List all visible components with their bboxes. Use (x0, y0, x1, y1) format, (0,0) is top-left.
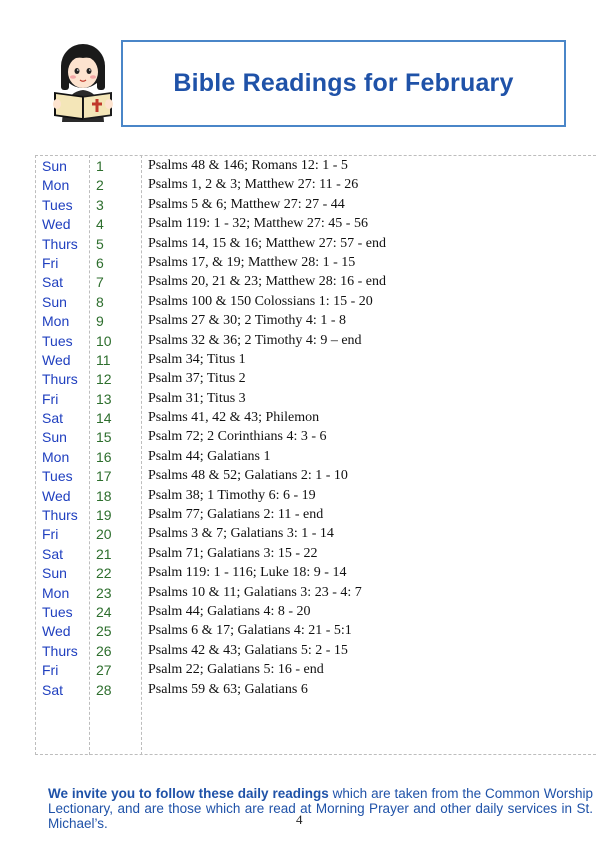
table-row (0, 389, 600, 408)
table-row (0, 408, 600, 427)
table-row (0, 544, 600, 563)
day-cell: Wed (42, 623, 71, 640)
date-cell: 16 (96, 448, 112, 465)
date-cell: 10 (96, 332, 112, 349)
reading-cell: Psalm 119: 1 - 32; Matthew 27: 45 - 56 (148, 216, 368, 232)
table-row (0, 311, 600, 330)
table-row (0, 427, 600, 446)
reading-cell: Psalms 41, 42 & 43; Philemon (148, 410, 320, 426)
day-cell: Sun (42, 565, 67, 582)
date-cell: 28 (96, 681, 112, 698)
day-cell: Sun (42, 158, 67, 174)
table-row (0, 505, 600, 524)
table-row (0, 524, 600, 543)
date-cell: 4 (96, 216, 104, 233)
date-cell: 24 (96, 603, 112, 620)
reading-cell: Psalms 42 & 43; Galatians 5: 2 - 15 (148, 642, 348, 658)
day-cell: Sat (42, 681, 64, 698)
date-cell: 5 (96, 235, 104, 252)
reading-cell: Psalm 44; Galatians 4: 8 - 20 (148, 603, 311, 619)
day-cell: Thurs (42, 507, 78, 524)
reading-cell: Psalms 10 & 11; Galatians 3: 23 - 4: 7 (148, 584, 362, 600)
table-row (0, 621, 600, 640)
reading-cell: Psalm 72; 2 Corinthians 4: 3 - 6 (148, 429, 327, 445)
table-row (0, 175, 600, 194)
reading-cell: Psalm 119: 1 - 116; Luke 18: 9 - 14 (148, 565, 347, 581)
date-cell: 20 (96, 526, 112, 543)
table-row (0, 272, 600, 291)
day-cell: Thurs (42, 642, 78, 659)
date-cell: 19 (96, 507, 112, 524)
footer-lead: We invite you to follow these daily readings (48, 785, 329, 801)
table-row (0, 350, 600, 369)
reading-cell: Psalm 37; Titus 2 (148, 371, 246, 387)
table-row (0, 253, 600, 272)
table-row (0, 660, 600, 679)
reading-cell: Psalms 27 & 30; 2 Timothy 4: 1 - 8 (148, 313, 346, 329)
table-row (0, 563, 600, 582)
date-cell: 9 (96, 313, 104, 330)
reading-cell: Psalms 48 & 146; Romans 12: 1 - 5 (148, 158, 348, 173)
day-cell: Sun (42, 293, 67, 310)
table-row (0, 583, 600, 602)
day-cell: Sat (42, 274, 64, 291)
reading-cell: Psalms 48 & 52; Galatians 2: 1 - 10 (148, 468, 348, 484)
date-cell: 2 (96, 177, 104, 194)
date-cell: 23 (96, 584, 112, 601)
table-row (0, 641, 600, 660)
reading-cell: Psalm 31; Titus 3 (148, 390, 246, 406)
date-cell: 13 (96, 390, 112, 407)
table-row (0, 331, 600, 350)
date-cell: 6 (96, 254, 104, 271)
day-cell: Mon (42, 313, 70, 330)
reading-cell: Psalms 5 & 6; Matthew 27: 27 - 44 (148, 196, 345, 212)
date-cell: 25 (96, 623, 112, 640)
reading-cell: Psalms 14, 15 & 16; Matthew 27: 57 - end (148, 235, 386, 251)
reading-cell: Psalm 34; Titus 1 (148, 351, 246, 367)
reading-cell: Psalms 6 & 17; Galatians 4: 21 - 5:1 (148, 623, 352, 639)
table-row (0, 156, 600, 175)
day-cell: Wed (42, 351, 71, 368)
reading-cell: Psalm 71; Galatians 3: 15 - 22 (148, 545, 318, 561)
day-cell: Wed (42, 216, 71, 233)
reading-cell: Psalms 1, 2 & 3; Matthew 27: 11 - 26 (148, 177, 359, 193)
date-cell: 7 (96, 274, 104, 291)
day-cell: Thurs (42, 235, 78, 252)
reading-cell: Psalm 38; 1 Timothy 6: 6 - 19 (148, 487, 316, 503)
reading-cell: Psalm 44; Galatians 1 (148, 448, 271, 464)
footer-rest: which are taken from the Common Worship Lectionary, and are those which are read at Morning Prayer and other daily services in St. Michael’s. (48, 785, 593, 831)
date-cell: 26 (96, 642, 112, 659)
girl-reading-bible-icon (48, 40, 118, 122)
table-row (0, 292, 600, 311)
page-number: 4 (296, 812, 303, 827)
day-cell: Mon (42, 177, 70, 194)
table-row (0, 369, 600, 388)
date-cell: 14 (96, 410, 112, 427)
day-cell: Fri (42, 390, 59, 407)
date-cell: 11 (96, 351, 111, 368)
table-row (0, 486, 600, 505)
date-cell: 15 (96, 429, 112, 446)
day-cell: Fri (42, 662, 59, 679)
reading-cell: Psalm 22; Galatians 5: 16 - end (148, 662, 324, 678)
date-cell: 18 (96, 487, 112, 504)
reading-cell: Psalms 100 & 150 Colossians 1: 15 - 20 (148, 293, 373, 309)
date-cell: 8 (96, 293, 104, 310)
table-row (0, 447, 600, 466)
date-cell: 12 (96, 371, 112, 388)
page-title: Bible Readings for February (173, 69, 514, 97)
reading-cell: Psalms 17, & 19; Matthew 28: 1 - 15 (148, 254, 356, 270)
reading-cell: Psalms 59 & 63; Galatians 6 (148, 681, 308, 697)
day-cell: Mon (42, 448, 70, 465)
day-cell: Sat (42, 545, 64, 562)
day-cell: Tues (42, 603, 73, 620)
footer-note (48, 786, 593, 831)
day-cell: Fri (42, 526, 59, 543)
day-cell: Tues (42, 332, 73, 349)
table-row (0, 602, 600, 621)
day-cell: Tues (42, 468, 73, 485)
day-cell: Sun (42, 429, 67, 446)
reading-cell: Psalms 32 & 36; 2 Timothy 4: 9 – end (148, 332, 362, 348)
reading-cell: Psalm 77; Galatians 2: 11 - end (148, 507, 324, 523)
day-cell: Fri (42, 254, 59, 271)
table-row (0, 466, 600, 485)
table-row (0, 195, 600, 214)
table-row (0, 214, 600, 233)
table-row (0, 680, 600, 699)
date-cell: 22 (96, 565, 112, 582)
reading-cell: Psalms 3 & 7; Galatians 3: 1 - 14 (148, 526, 334, 542)
table-row (0, 234, 600, 253)
date-cell: 17 (96, 468, 112, 485)
title-box (121, 40, 566, 127)
readings-rows (0, 156, 600, 699)
date-cell: 27 (96, 662, 112, 679)
day-cell: Tues (42, 196, 73, 213)
day-cell: Sat (42, 410, 64, 427)
date-cell: 3 (96, 196, 104, 213)
day-cell: Mon (42, 584, 70, 601)
date-cell: 21 (96, 545, 112, 562)
date-cell: 1 (96, 158, 104, 174)
reading-cell: Psalms 20, 21 & 23; Matthew 28: 16 - end (148, 274, 386, 290)
day-cell: Thurs (42, 371, 78, 388)
day-cell: Wed (42, 487, 71, 504)
